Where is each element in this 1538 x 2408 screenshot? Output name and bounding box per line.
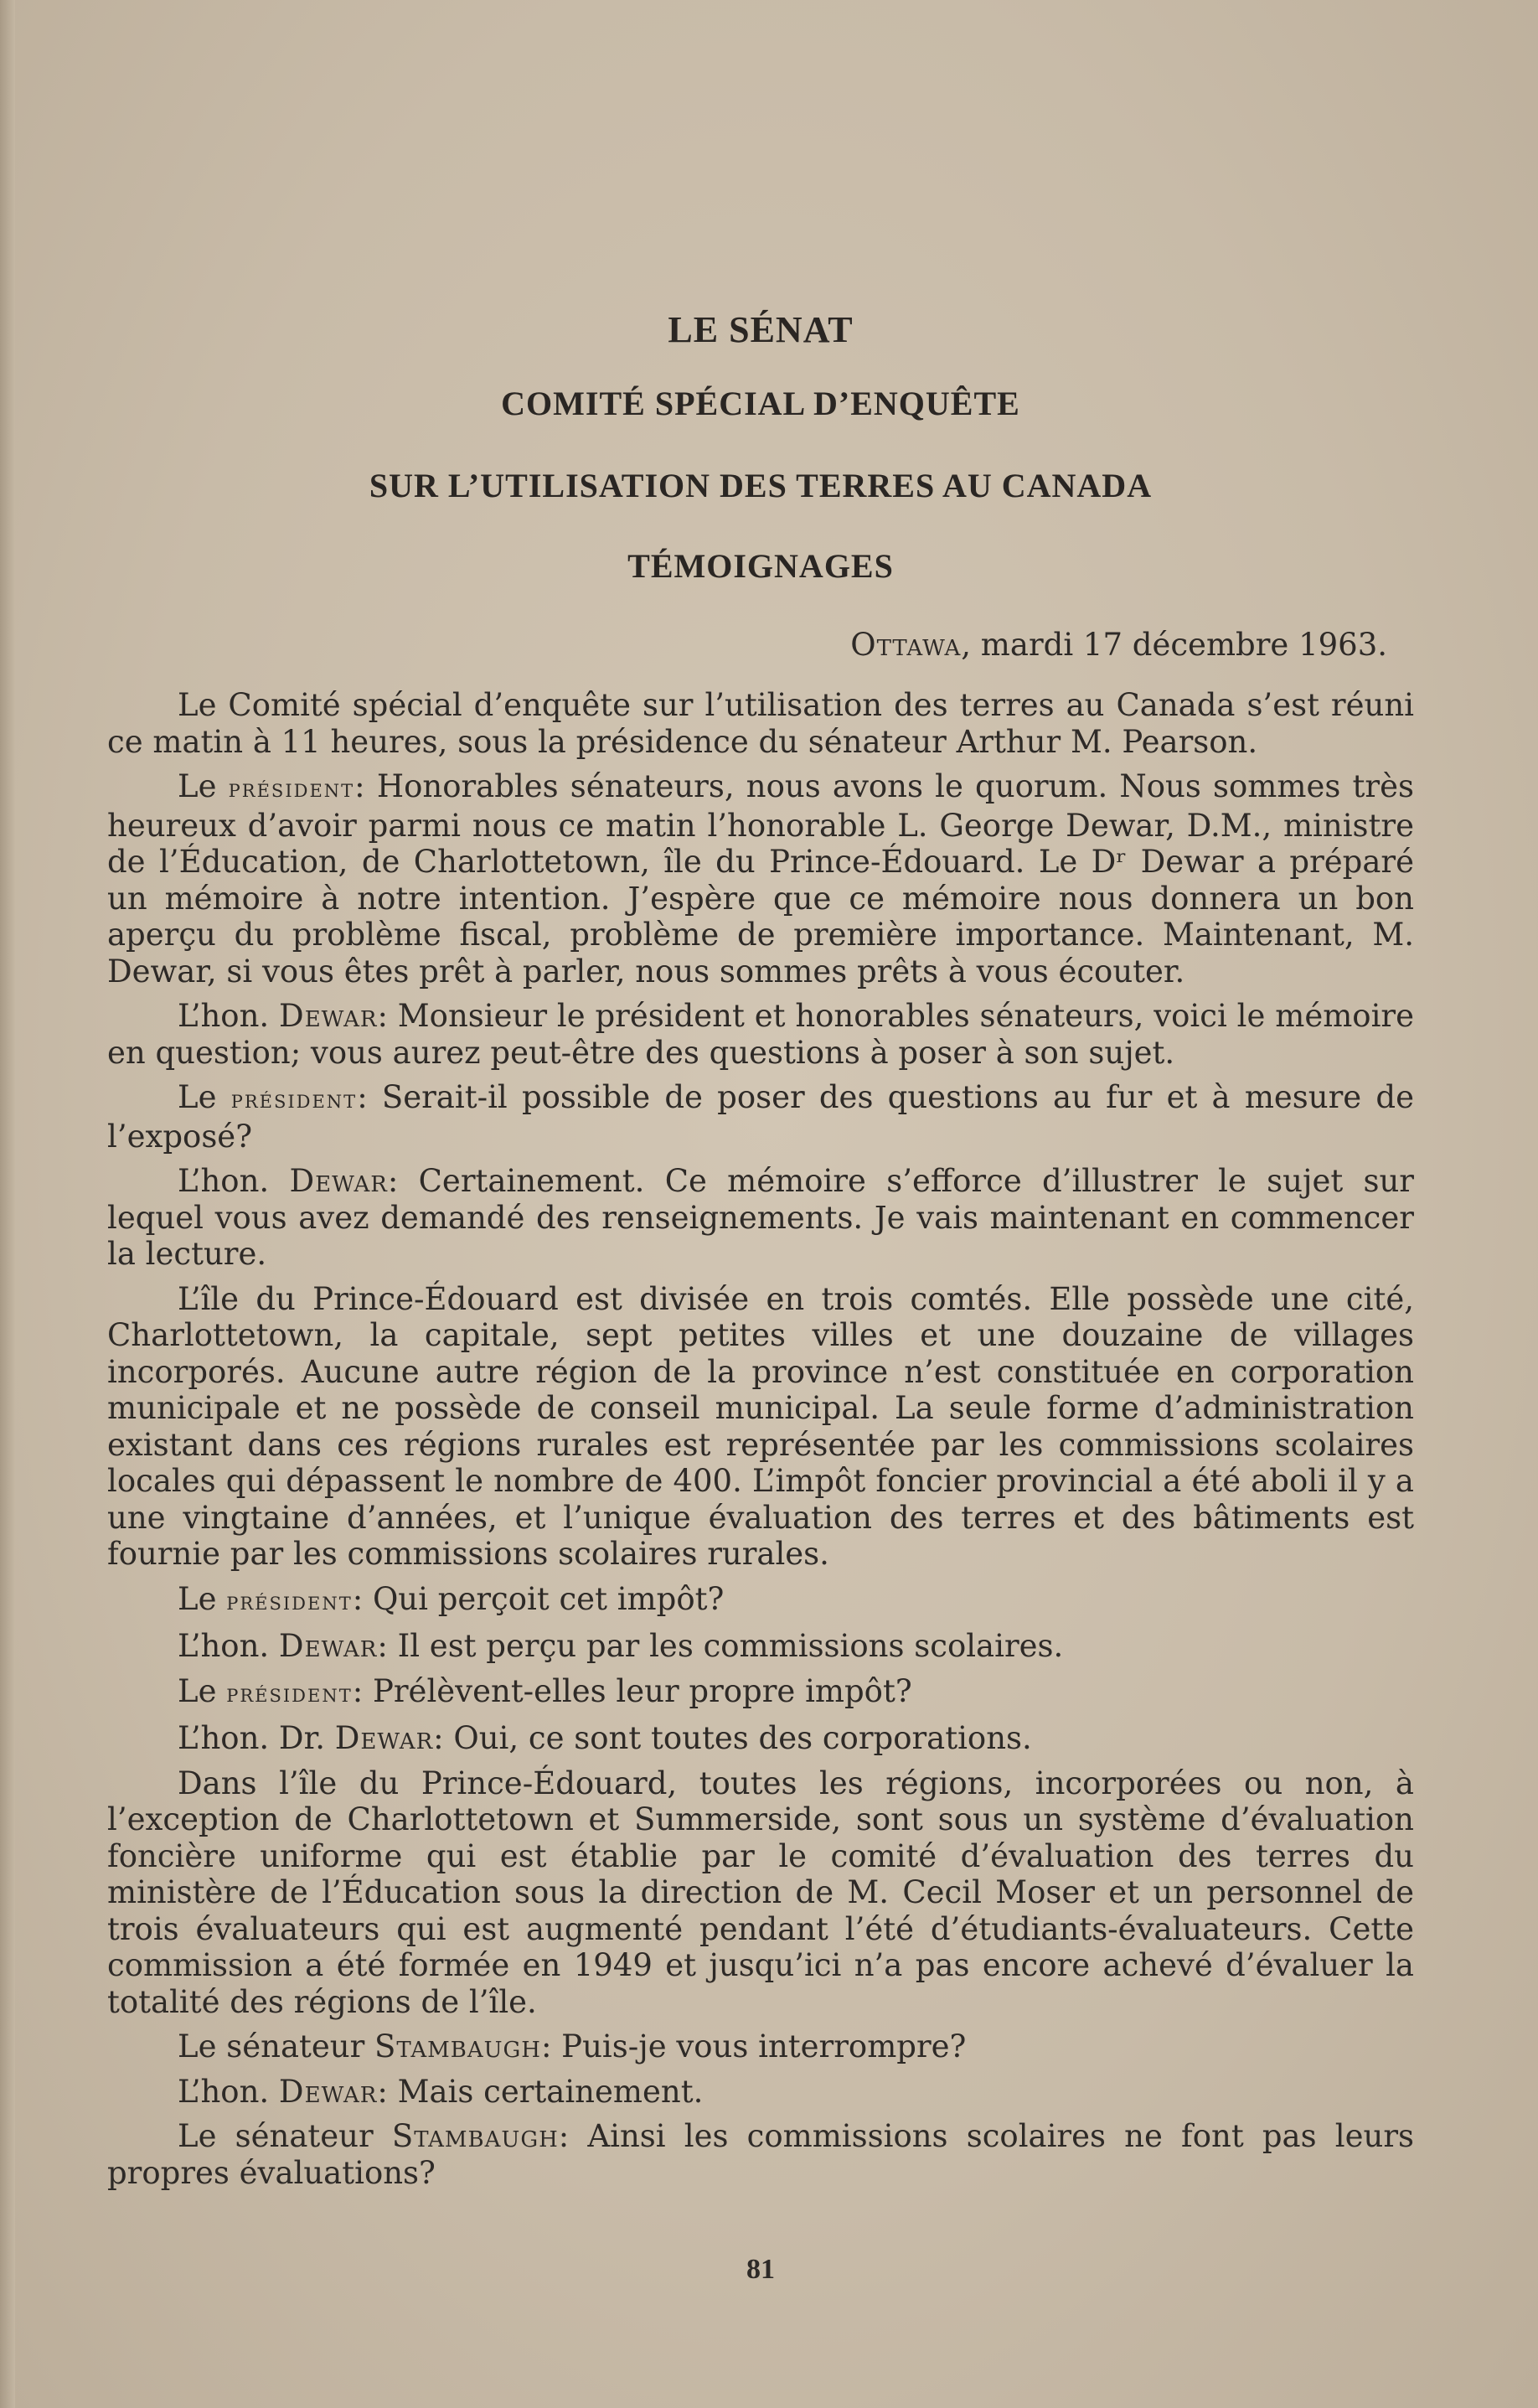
paragraph: L’hon. Dewar: Mais certainement.: [178, 2073, 704, 2110]
speaker-name: Stambaugh: [391, 2118, 559, 2154]
speaker-name: président: [230, 1085, 358, 1114]
speaker-name: Stambaugh: [374, 2028, 541, 2064]
speaker-name: président: [226, 1678, 353, 1708]
document-title: LE SÉNAT: [668, 309, 854, 350]
paragraph: L’hon. Dr. Dewar: Oui, ce sont toutes des corporations.: [178, 1720, 1032, 1756]
committee-name: COMITÉ SPÉCIAL D’ENQUÊTE: [501, 385, 1020, 422]
paragraph: Le président: Qui perçoit cet impôt?: [178, 1580, 725, 1617]
dateline-city: Ottawa: [850, 627, 962, 663]
committee-subject: SUR L’UTILISATION DES TERRES AU CANADA: [369, 467, 1153, 504]
transcript-body: [107, 687, 1414, 2199]
speaker-name: Dewar: [278, 2073, 378, 2110]
paragraph: Le Comité spécial d’enquête sur l’utilisation des terres au Canada s’est réuni ce matin à 11 heures, sous la présidence du sénateur Arthur M. Pearson.: [107, 687, 1414, 760]
paragraph: L’île du Prince-Édouard est divisée en trois comtés. Elle possède une cité, Charlottetown, la capitale, sept petites villes et une douzaine de villages incorporés. Aucune autre région de la province n’est constituée en corporation municipale et ne possède de conseil municipal. La seule forme d’administration existant dans ces régions rurales est représentée par les commissions scolaires locales qui dépassent le nombre de 400. L’impôt foncier provincial a été aboli il y a une vingtaine d’années, et l’unique évaluation des terres et des bâtiments est fournie par les commissions scolaires rurales.: [107, 1280, 1414, 1572]
speaker-name: Dewar: [334, 1720, 434, 1756]
speaker-name: Dewar: [289, 1163, 388, 1199]
speaker-name: Dewar: [278, 1628, 378, 1664]
paragraph: Le sénateur Stambaugh: Puis-je vous interrompre?: [178, 2028, 967, 2064]
dateline: [850, 627, 1387, 663]
paragraph: Le président: Serait-il possible de poser des questions au fur et à mesure de l’exposé?: [107, 1079, 1414, 1155]
speaker-name: président: [226, 1586, 353, 1616]
paragraph: Le président: Honorables sénateurs, nous avons le quorum. Nous sommes très heureux d’avoir parmi nous ce matin l’honorable L. George Dewar, D.M., ministre de l’Éducation, de Charlottetown, île du Prince-Édouard. Le Dʳ Dewar a préparé un mémoire à notre intention. J’espère que ce mémoire nous donnera un bon aperçu du problème fiscal, problème de première importance. Maintenant, M. Dewar, si vous êtes prêt à parler, nous sommes prêts à vous écouter.: [107, 768, 1414, 990]
speaker-name: président: [228, 774, 355, 804]
speaker-name: Dewar: [279, 998, 378, 1034]
dateline-date: , mardi 17 décembre 1963.: [961, 627, 1387, 663]
paragraph: L’hon. Dewar: Monsieur le président et honorables sénateurs, voici le mémoire en question; vous aurez peut-être des questions à poser à son sujet.: [107, 998, 1414, 1071]
section-heading: TÉMOIGNAGES: [627, 547, 894, 585]
paragraph: L’hon. Dewar: Certainement. Ce mémoire s’efforce d’illustrer le sujet sur lequel vous avez demandé des renseignements. Je vais maintenant en commencer la lecture.: [107, 1163, 1414, 1272]
paragraph: Le sénateur Stambaugh: Ainsi les commissions scolaires ne font pas leurs propres évaluations?: [107, 2118, 1415, 2191]
paragraph: Dans l’île du Prince-Édouard, toutes les régions, incorporées ou non, à l’exception de Charlottetown et Summerside, sont sous un système d’évaluation foncière uniforme qui est établie par le comité d’évaluation des terres du ministère de l’Éducation sous la direction de M. Cecil Moser et un personnel de trois évaluateurs qui est augmenté pendant l’été d’étudiants-évaluateurs. Cette commission a été formée en 1949 et jusqu’ici n’a pas encore achevé d’évaluer la totalité des régions de l’île.: [107, 1765, 1414, 2020]
page-number: 81: [746, 2254, 775, 2285]
paragraph: L’hon. Dewar: Il est perçu par les commissions scolaires.: [178, 1628, 1064, 1664]
paragraph: Le président: Prélèvent-elles leur propre impôt?: [178, 1672, 912, 1709]
page-edge: [0, 0, 15, 2408]
